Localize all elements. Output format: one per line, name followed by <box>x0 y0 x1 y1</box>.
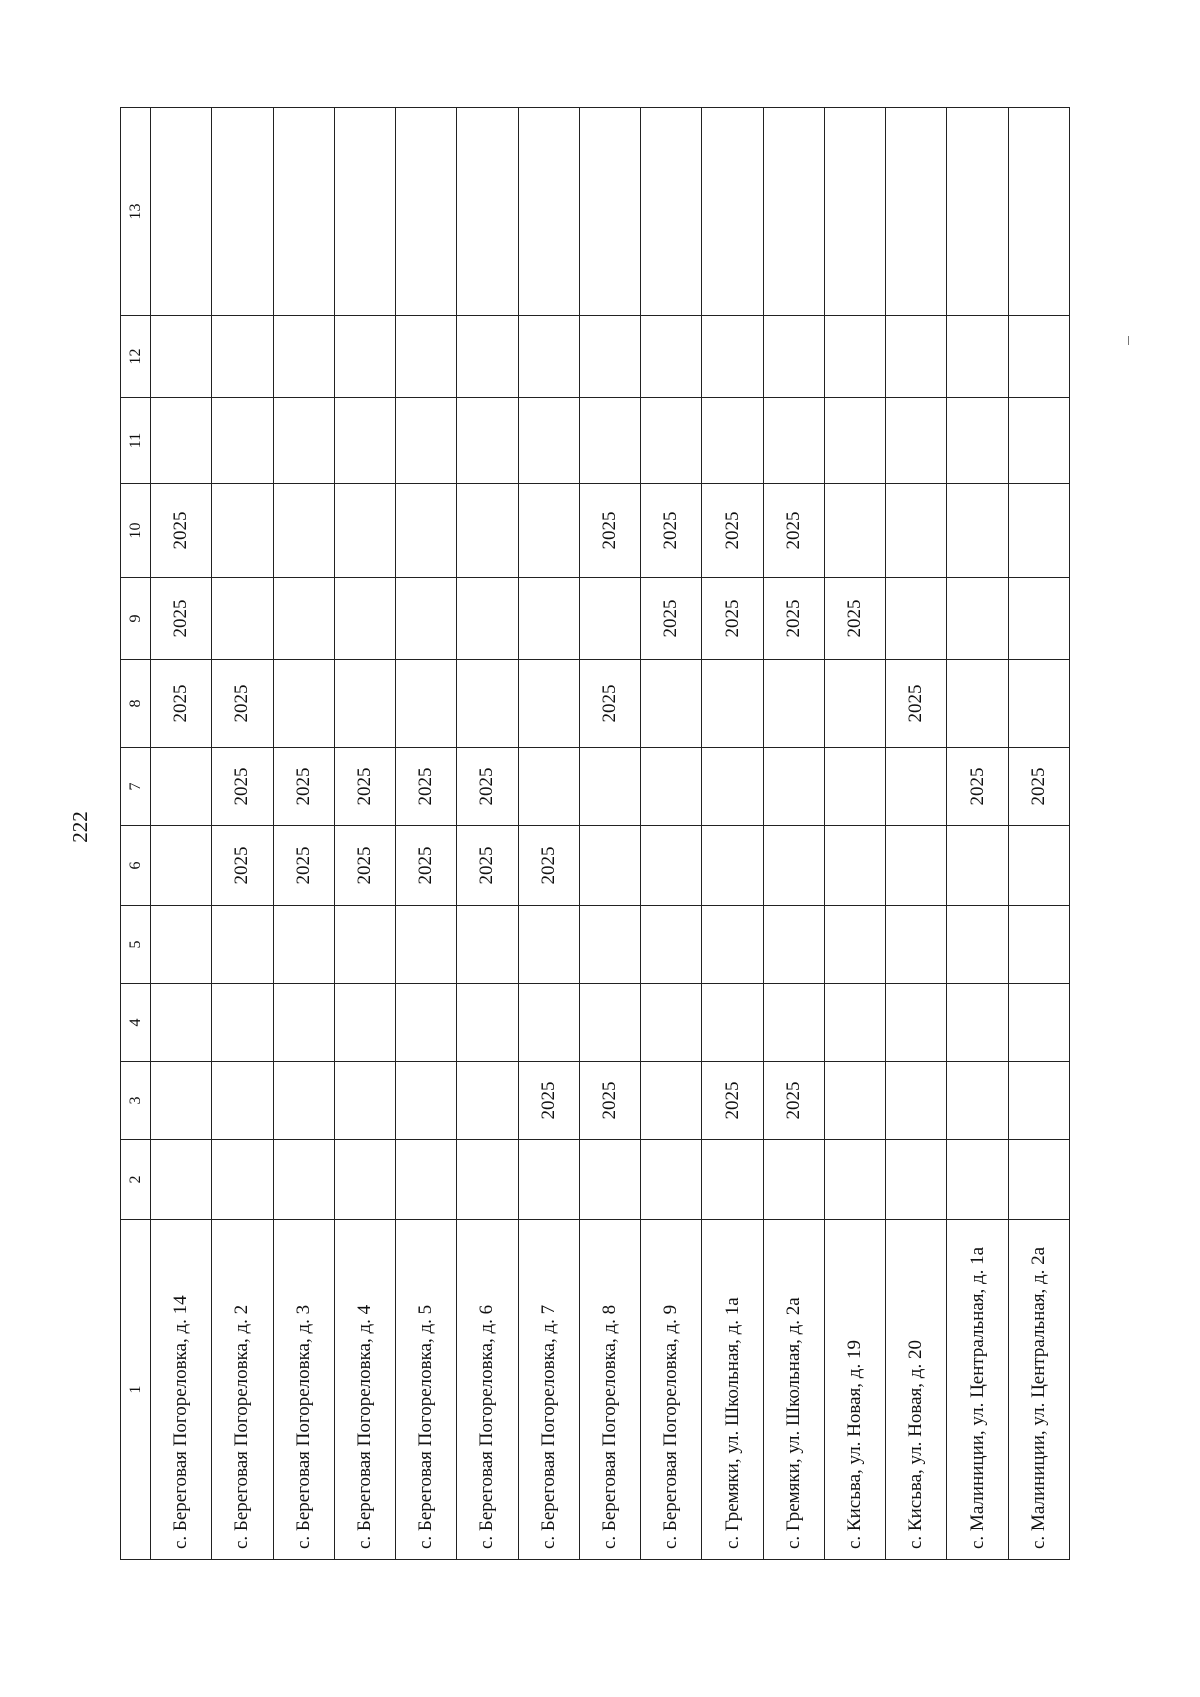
year-cell <box>886 906 947 984</box>
year-cell <box>1008 826 1069 906</box>
year-cell <box>334 1140 395 1220</box>
year-cell <box>151 984 212 1062</box>
table-row <box>1008 108 1069 1560</box>
table-body <box>151 108 1070 1560</box>
year-cell: 2025 <box>702 1062 763 1140</box>
year-cell <box>396 984 457 1062</box>
year-cell <box>763 748 824 826</box>
year-cell <box>886 826 947 906</box>
year-cell <box>641 316 702 398</box>
year-cell <box>702 826 763 906</box>
year-cell: 2025 <box>579 1062 640 1140</box>
year-cell <box>1008 984 1069 1062</box>
year-cell <box>457 108 518 316</box>
year-cell <box>151 108 212 316</box>
year-cell: 2025 <box>763 578 824 660</box>
address-cell: с. Береговая Погореловка, д. 5 <box>396 1220 457 1560</box>
year-cell: 2025 <box>334 748 395 826</box>
year-cell <box>151 316 212 398</box>
year-cell <box>641 1140 702 1220</box>
year-cell <box>334 578 395 660</box>
year-cell <box>947 398 1008 484</box>
year-cell: 2025 <box>641 578 702 660</box>
year-cell <box>1008 108 1069 316</box>
year-cell <box>518 660 579 748</box>
year-cell <box>886 984 947 1062</box>
year-cell <box>947 484 1008 578</box>
year-cell <box>947 826 1008 906</box>
scan-mark <box>1128 336 1129 345</box>
year-cell <box>273 108 334 316</box>
year-cell <box>334 984 395 1062</box>
year-cell: 2025 <box>518 1062 579 1140</box>
year-cell: 2025 <box>457 748 518 826</box>
year-cell <box>151 1140 212 1220</box>
year-cell: 2025 <box>824 578 885 660</box>
year-cell <box>396 108 457 316</box>
year-cell <box>457 984 518 1062</box>
year-cell <box>641 1062 702 1140</box>
table-row <box>518 108 579 1560</box>
year-cell <box>824 108 885 316</box>
year-cell <box>947 108 1008 316</box>
address-cell: с. Гремяки, ул. Школьная, д. 1а <box>702 1220 763 1560</box>
year-cell <box>824 484 885 578</box>
year-cell <box>334 398 395 484</box>
column-number-12: 12 <box>121 316 151 398</box>
year-cell <box>886 398 947 484</box>
year-cell <box>457 398 518 484</box>
year-cell <box>763 398 824 484</box>
year-cell: 2025 <box>579 660 640 748</box>
year-cell <box>518 1140 579 1220</box>
year-cell <box>763 108 824 316</box>
year-cell <box>579 826 640 906</box>
year-cell <box>212 1062 273 1140</box>
year-cell <box>579 906 640 984</box>
year-cell <box>702 748 763 826</box>
year-cell <box>1008 660 1069 748</box>
address-cell: с. Кисьва, ул. Новая, д. 20 <box>886 1220 947 1560</box>
year-cell <box>641 660 702 748</box>
year-cell <box>1008 578 1069 660</box>
year-cell <box>212 484 273 578</box>
year-cell <box>151 748 212 826</box>
year-cell <box>824 1140 885 1220</box>
year-cell <box>518 906 579 984</box>
year-cell <box>396 316 457 398</box>
year-cell <box>273 1062 334 1140</box>
year-cell <box>824 660 885 748</box>
table-row <box>641 108 702 1560</box>
year-cell <box>273 906 334 984</box>
year-cell <box>457 484 518 578</box>
year-cell <box>273 578 334 660</box>
year-cell <box>1008 1140 1069 1220</box>
year-cell <box>1008 484 1069 578</box>
year-cell <box>579 1140 640 1220</box>
column-number-row <box>121 108 151 1560</box>
year-cell <box>579 578 640 660</box>
year-cell: 2025 <box>273 826 334 906</box>
year-cell <box>702 660 763 748</box>
year-cell <box>579 748 640 826</box>
year-cell <box>273 984 334 1062</box>
year-cell <box>334 484 395 578</box>
year-cell <box>212 108 273 316</box>
year-cell: 2025 <box>212 826 273 906</box>
year-cell <box>212 316 273 398</box>
year-cell <box>886 316 947 398</box>
year-cell <box>396 484 457 578</box>
year-cell <box>396 1062 457 1140</box>
table-row <box>457 108 518 1560</box>
year-cell <box>457 660 518 748</box>
year-cell <box>212 398 273 484</box>
table-row <box>273 108 334 1560</box>
year-cell: 2025 <box>151 660 212 748</box>
year-cell <box>151 826 212 906</box>
address-cell: с. Береговая Погореловка, д. 3 <box>273 1220 334 1560</box>
year-cell <box>824 316 885 398</box>
year-cell <box>763 906 824 984</box>
column-number-9: 9 <box>121 578 151 660</box>
year-cell <box>518 398 579 484</box>
table-row <box>702 108 763 1560</box>
year-cell <box>641 398 702 484</box>
year-cell: 2025 <box>1008 748 1069 826</box>
address-cell: с. Малиниции, ул. Центральная, д. 1а <box>947 1220 1008 1560</box>
year-cell <box>396 1140 457 1220</box>
year-cell <box>886 1140 947 1220</box>
year-cell <box>518 108 579 316</box>
address-cell: с. Береговая Погореловка, д. 8 <box>579 1220 640 1560</box>
year-cell <box>824 748 885 826</box>
column-number-11: 11 <box>121 398 151 484</box>
year-cell <box>334 316 395 398</box>
table-row <box>212 108 273 1560</box>
year-cell <box>641 108 702 316</box>
year-cell <box>1008 398 1069 484</box>
year-cell <box>824 1062 885 1140</box>
year-cell <box>702 398 763 484</box>
column-number-10: 10 <box>121 484 151 578</box>
year-cell <box>824 826 885 906</box>
year-cell <box>702 316 763 398</box>
year-cell <box>396 578 457 660</box>
year-cell: 2025 <box>273 748 334 826</box>
year-cell <box>886 748 947 826</box>
year-cell <box>763 660 824 748</box>
year-cell <box>824 984 885 1062</box>
year-cell <box>212 906 273 984</box>
column-number-2: 2 <box>121 1140 151 1220</box>
year-cell <box>886 484 947 578</box>
year-cell <box>396 906 457 984</box>
year-cell <box>886 578 947 660</box>
year-cell <box>518 748 579 826</box>
table-row <box>151 108 212 1560</box>
year-cell <box>1008 906 1069 984</box>
column-number-4: 4 <box>121 984 151 1062</box>
year-cell: 2025 <box>334 826 395 906</box>
year-cell <box>273 1140 334 1220</box>
year-cell <box>273 316 334 398</box>
year-cell <box>763 316 824 398</box>
year-cell: 2025 <box>579 484 640 578</box>
year-cell <box>947 316 1008 398</box>
table-row <box>579 108 640 1560</box>
year-cell: 2025 <box>702 578 763 660</box>
year-cell <box>824 906 885 984</box>
year-cell <box>334 906 395 984</box>
year-cell <box>518 984 579 1062</box>
year-cell: 2025 <box>151 484 212 578</box>
table-row <box>947 108 1008 1560</box>
year-cell <box>641 984 702 1062</box>
year-cell <box>763 826 824 906</box>
year-cell <box>641 826 702 906</box>
year-cell <box>396 398 457 484</box>
year-cell <box>457 1140 518 1220</box>
year-cell <box>702 108 763 316</box>
column-number-13: 13 <box>121 108 151 316</box>
year-cell <box>212 1140 273 1220</box>
year-cell: 2025 <box>212 660 273 748</box>
address-cell: с. Береговая Погореловка, д. 9 <box>641 1220 702 1560</box>
year-cell <box>457 1062 518 1140</box>
year-cell: 2025 <box>763 1062 824 1140</box>
table-row <box>334 108 395 1560</box>
year-cell <box>763 1140 824 1220</box>
year-cell: 2025 <box>396 826 457 906</box>
year-cell: 2025 <box>396 748 457 826</box>
year-cell <box>151 906 212 984</box>
year-cell <box>702 984 763 1062</box>
year-cell <box>396 660 457 748</box>
year-cell <box>579 984 640 1062</box>
year-cell <box>641 748 702 826</box>
year-cell <box>947 578 1008 660</box>
year-cell: 2025 <box>763 484 824 578</box>
year-cell <box>579 316 640 398</box>
column-number-8: 8 <box>121 660 151 748</box>
year-cell <box>518 578 579 660</box>
year-cell: 2025 <box>641 484 702 578</box>
year-cell <box>579 398 640 484</box>
year-cell <box>457 578 518 660</box>
address-cell: с. Малиниции, ул. Центральная, д. 2а <box>1008 1220 1069 1560</box>
schedule-table <box>120 107 1070 1560</box>
column-number-1: 1 <box>121 1220 151 1560</box>
address-cell: с. Береговая Погореловка, д. 2 <box>212 1220 273 1560</box>
address-cell: с. Кисьва, ул. Новая, д. 19 <box>824 1220 885 1560</box>
year-cell: 2025 <box>212 748 273 826</box>
column-number-6: 6 <box>121 826 151 906</box>
page-number: 222 <box>68 811 92 843</box>
year-cell <box>334 1062 395 1140</box>
year-cell <box>947 1062 1008 1140</box>
table-row <box>763 108 824 1560</box>
year-cell <box>273 660 334 748</box>
year-cell <box>334 108 395 316</box>
year-cell <box>273 398 334 484</box>
year-cell: 2025 <box>457 826 518 906</box>
year-cell <box>947 660 1008 748</box>
year-cell <box>702 906 763 984</box>
year-cell <box>212 578 273 660</box>
year-cell <box>886 108 947 316</box>
year-cell <box>212 984 273 1062</box>
column-number-3: 3 <box>121 1062 151 1140</box>
address-cell: с. Береговая Погореловка, д. 6 <box>457 1220 518 1560</box>
table-row <box>886 108 947 1560</box>
table-row <box>396 108 457 1560</box>
table-row <box>824 108 885 1560</box>
year-cell: 2025 <box>886 660 947 748</box>
address-cell: с. Гремяки, ул. Школьная, д. 2а <box>763 1220 824 1560</box>
year-cell <box>824 398 885 484</box>
year-cell <box>457 906 518 984</box>
year-cell <box>151 398 212 484</box>
year-cell <box>947 984 1008 1062</box>
address-cell: с. Береговая Погореловка, д. 4 <box>334 1220 395 1560</box>
year-cell <box>702 1140 763 1220</box>
year-cell <box>457 316 518 398</box>
year-cell <box>763 984 824 1062</box>
year-cell: 2025 <box>518 826 579 906</box>
year-cell <box>947 1140 1008 1220</box>
year-cell: 2025 <box>151 578 212 660</box>
year-cell <box>579 108 640 316</box>
year-cell <box>886 1062 947 1140</box>
column-number-7: 7 <box>121 748 151 826</box>
year-cell <box>641 906 702 984</box>
year-cell <box>518 484 579 578</box>
address-cell: с. Береговая Погореловка, д. 7 <box>518 1220 579 1560</box>
year-cell <box>947 906 1008 984</box>
year-cell: 2025 <box>947 748 1008 826</box>
year-cell: 2025 <box>702 484 763 578</box>
year-cell <box>151 1062 212 1140</box>
schedule-table-wrapper <box>120 108 1070 1560</box>
column-number-5: 5 <box>121 906 151 984</box>
year-cell <box>334 660 395 748</box>
year-cell <box>1008 316 1069 398</box>
address-cell: с. Береговая Погореловка, д. 14 <box>151 1220 212 1560</box>
year-cell <box>273 484 334 578</box>
year-cell <box>518 316 579 398</box>
year-cell <box>1008 1062 1069 1140</box>
